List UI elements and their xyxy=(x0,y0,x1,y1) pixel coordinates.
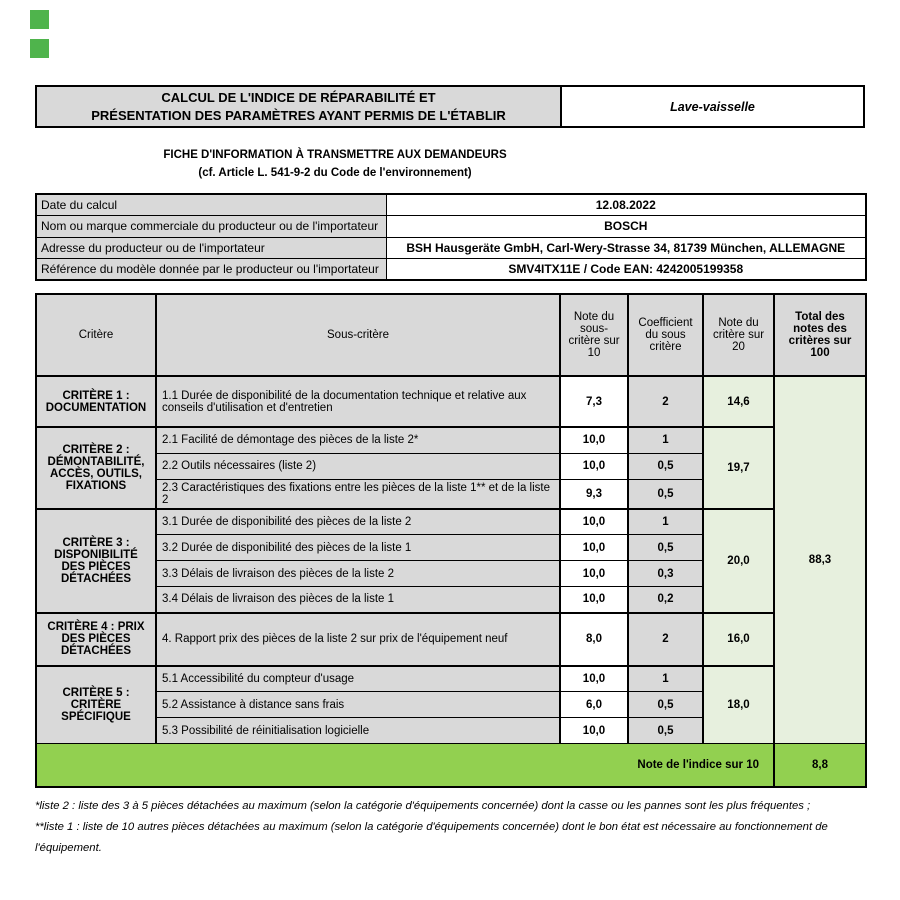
sub-criterion-cell: 4. Rapport prix des pièces de la liste 2 sur prix de l'équipement neuf xyxy=(156,613,560,666)
table-row xyxy=(36,237,866,259)
coefficient-cell: 1 xyxy=(628,509,703,535)
note20-cell: 20,0 xyxy=(703,509,774,613)
coefficient-cell: 2 xyxy=(628,376,703,427)
sub-criterion-cell: 2.1 Facilité de démontage des pièces de la liste 2* xyxy=(156,427,560,453)
note10-cell: 10,0 xyxy=(560,453,628,479)
criterion-name-cell: CRITÈRE 3 : DISPONIBILITÉ DES PIÈCES DÉTACHÉES xyxy=(36,509,156,613)
info-value: 12.08.2022 xyxy=(386,194,866,216)
table-row xyxy=(36,427,866,453)
info-value: SMV4ITX11E / Code EAN: 4242005199358 xyxy=(386,259,866,281)
criterion-name-cell: CRITÈRE 1 : DOCUMENTATION xyxy=(36,376,156,427)
subtitle-line1: FICHE D'INFORMATION À TRANSMETTRE AUX DEMANDEURS xyxy=(163,149,507,161)
total100-cell: 88,3 xyxy=(774,376,866,744)
info-value: BOSCH xyxy=(386,216,866,238)
note10-cell: 9,3 xyxy=(560,479,628,509)
sub-criterion-cell: 3.1 Durée de disponibilité des pièces de la liste 2 xyxy=(156,509,560,535)
info-label: Adresse du producteur ou de l'importateur xyxy=(36,237,386,259)
info-label: Nom ou marque commerciale du producteur ou de l'importateur xyxy=(36,216,386,238)
note10-cell: 6,0 xyxy=(560,692,628,718)
column-header-note10: Note du sous-critère sur 10 xyxy=(560,294,628,376)
footnote-liste2: *liste 2 : liste des 3 à 5 pièces détachées au maximum (selon la catégorie d'équipements concernée) dont la casse ou les pannes sont les plus fréquentes ; xyxy=(35,799,811,812)
note20-cell: 14,6 xyxy=(703,376,774,427)
coefficient-cell: 0,2 xyxy=(628,587,703,613)
column-header-total100: Total des notes des critères sur 100 xyxy=(774,294,866,376)
note10-cell: 10,0 xyxy=(560,666,628,692)
info-label: Référence du modèle donnée par le producteur ou l'importateur xyxy=(36,259,386,281)
document-title xyxy=(37,87,562,126)
note10-cell: 10,0 xyxy=(560,535,628,561)
column-header-coefficient: Coefficient du sous critère xyxy=(628,294,703,376)
sub-criterion-cell: 3.4 Délais de livraison des pièces de la liste 1 xyxy=(156,587,560,613)
table-row xyxy=(36,216,866,238)
criterion-name-cell: CRITÈRE 5 : CRITÈRE SPÉCIFIQUE xyxy=(36,666,156,744)
table-row xyxy=(36,666,866,692)
green-square-marker-icon xyxy=(30,39,49,58)
subtitle-line2: (cf. Article L. 541-9-2 du Code de l'environnement) xyxy=(198,167,472,179)
coefficient-cell: 0,5 xyxy=(628,692,703,718)
sub-criterion-cell: 2.3 Caractéristiques des fixations entre les pièces de la liste 1** et de la liste 2 xyxy=(156,479,560,509)
coefficient-cell: 0,5 xyxy=(628,535,703,561)
document-title-line1: CALCUL DE L'INDICE DE RÉPARABILITÉ ET xyxy=(161,90,436,105)
sub-criterion-cell: 3.2 Durée de disponibilité des pièces de la liste 1 xyxy=(156,535,560,561)
coefficient-cell: 0,3 xyxy=(628,561,703,587)
coefficient-cell: 1 xyxy=(628,666,703,692)
table-row xyxy=(36,509,866,535)
coefficient-cell: 0,5 xyxy=(628,718,703,744)
note20-cell: 16,0 xyxy=(703,613,774,666)
sub-criterion-cell: 5.3 Possibilité de réinitialisation logicielle xyxy=(156,718,560,744)
note10-cell: 10,0 xyxy=(560,587,628,613)
sub-criterion-cell: 3.3 Délais de livraison des pièces de la liste 2 xyxy=(156,561,560,587)
sub-criterion-cell: 2.2 Outils nécessaires (liste 2) xyxy=(156,453,560,479)
footnote-liste1: **liste 1 : liste de 10 autres pièces détachées au maximum (selon la catégorie d'équipements concernée) dont le bon état est nécessaire au fonctionnement de l'équipement. xyxy=(35,820,828,854)
note10-cell: 10,0 xyxy=(560,718,628,744)
column-header-sub-criterion: Sous-critère xyxy=(156,294,560,376)
score-table-header-row xyxy=(36,294,866,376)
producer-info-table xyxy=(35,193,867,281)
document-subtitle xyxy=(35,146,635,182)
document-title-line2: PRÉSENTATION DES PARAMÈTRES AYANT PERMIS DE L'ÉTABLIR xyxy=(91,108,506,123)
document-header xyxy=(35,85,865,128)
index-score-label: Note de l'indice sur 10 xyxy=(36,744,774,787)
index-score-row xyxy=(36,744,866,787)
note10-cell: 10,0 xyxy=(560,561,628,587)
criterion-name-cell: CRITÈRE 4 : PRIX DES PIÈCES DÉTACHÉES xyxy=(36,613,156,666)
table-row xyxy=(36,376,866,427)
index-score-value: 8,8 xyxy=(774,744,866,787)
note10-cell: 10,0 xyxy=(560,509,628,535)
footnotes xyxy=(35,796,865,859)
coefficient-cell: 2 xyxy=(628,613,703,666)
info-label: Date du calcul xyxy=(36,194,386,216)
column-header-note20: Note du critère sur 20 xyxy=(703,294,774,376)
sheet xyxy=(35,85,865,859)
criterion-name-cell: CRITÈRE 2 : DÉMONTABILITÉ, ACCÈS, OUTILS, FIXATIONS xyxy=(36,427,156,509)
sub-criterion-cell: 5.1 Accessibilité du compteur d'usage xyxy=(156,666,560,692)
table-row xyxy=(36,613,866,666)
product-category: Lave-vaisselle xyxy=(562,87,863,126)
table-row xyxy=(36,259,866,281)
table-row xyxy=(36,194,866,216)
sub-criterion-cell: 1.1 Durée de disponibilité de la documentation technique et relative aux conseils d'utilisation et d'entretien xyxy=(156,376,560,427)
coefficient-cell: 1 xyxy=(628,427,703,453)
coefficient-cell: 0,5 xyxy=(628,479,703,509)
note10-cell: 8,0 xyxy=(560,613,628,666)
info-value: BSH Hausgeräte GmbH, Carl-Wery-Strasse 34, 81739 München, ALLEMAGNE xyxy=(386,237,866,259)
note10-cell: 10,0 xyxy=(560,427,628,453)
score-table xyxy=(35,293,867,788)
coefficient-cell: 0,5 xyxy=(628,453,703,479)
column-header-criterion: Critère xyxy=(36,294,156,376)
green-square-marker-icon xyxy=(30,10,49,29)
note10-cell: 7,3 xyxy=(560,376,628,427)
note20-cell: 18,0 xyxy=(703,666,774,744)
note20-cell: 19,7 xyxy=(703,427,774,509)
sub-criterion-cell: 5.2 Assistance à distance sans frais xyxy=(156,692,560,718)
